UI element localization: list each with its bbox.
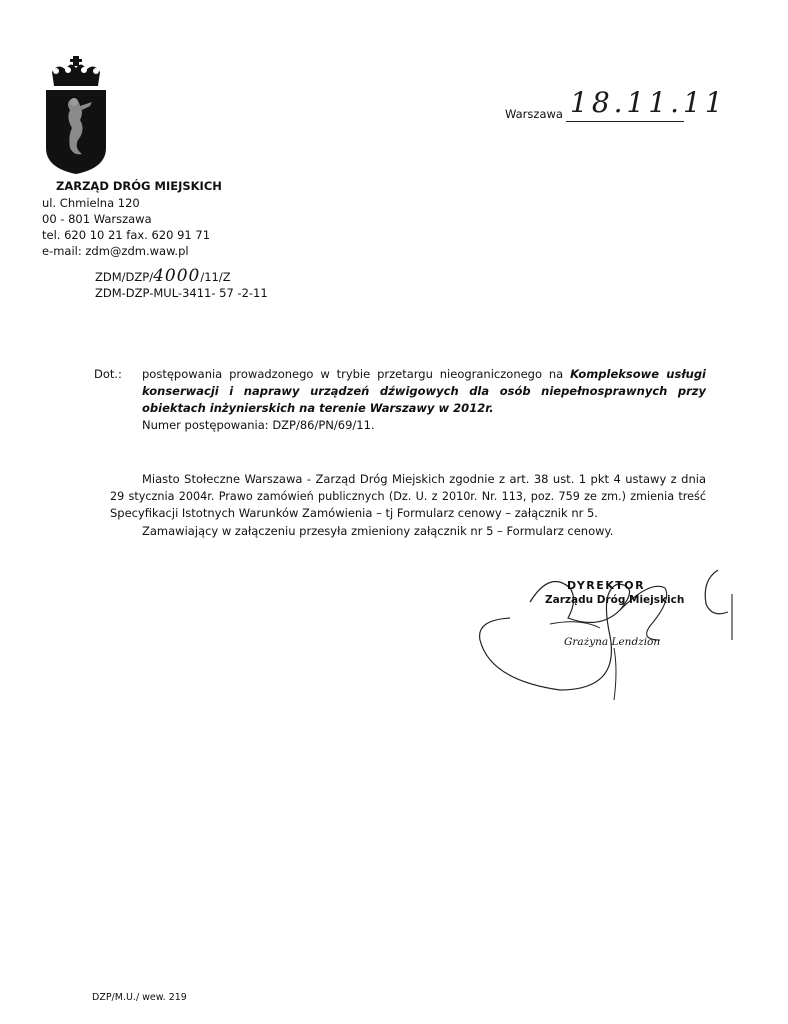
- sender-email: e-mail: zdm@zdm.waw.pl: [42, 244, 189, 258]
- reference-number-1: [95, 268, 231, 285]
- reference-prefix: ZDM/DZP/: [95, 270, 154, 284]
- signature-name: Grażyna Lendzion: [564, 636, 661, 648]
- sender-street: ul. Chmielna 120: [42, 196, 140, 210]
- place-label: Warszawa: [505, 107, 563, 121]
- coat-of-arms-logo: [40, 56, 112, 176]
- subject-line-1: [142, 366, 706, 383]
- subject-intro: postępowania prowadzonego w trybie przetargu nieograniczonego na: [142, 367, 564, 381]
- subject-title-2: konserwacji i naprawy urządzeń dźwigowych dla osób niepełnosprawnych przy: [142, 384, 706, 398]
- subject-label: Dot.:: [94, 367, 122, 381]
- body-block-2: [110, 488, 706, 522]
- reference-handwritten-number: 4000: [153, 266, 201, 286]
- body-line-2: 29 stycznia 2004r. Prawo zamówień publicznych (Dz. U. z 2010r. Nr. 113, poz. 759 ze zm.) zmienia treść: [110, 490, 706, 503]
- body-line-3: Specyfikacji Istotnych Warunków Zamówienia – tj Formularz cenowy – załącznik nr 5.: [110, 506, 598, 520]
- body-paragraph-2: Zamawiający w załączeniu przesyła zmieniony załącznik nr 5 – Formularz cenowy.: [142, 524, 614, 538]
- handwritten-date: 18.11.11: [570, 86, 727, 119]
- signature-scribble: [450, 540, 750, 710]
- date-underline: [566, 121, 684, 122]
- reference-suffix: /11/Z: [200, 270, 231, 284]
- signature-title: DYREKTOR: [567, 579, 646, 592]
- body-line-1: Miasto Stołeczne Warszawa - Zarząd Dróg Miejskich zgodnie z art. 38 ust. 1 pkt 4 ustawy z dnia: [142, 472, 706, 486]
- sender-phone: tel. 620 10 21 fax. 620 91 71: [42, 228, 211, 242]
- subject-block: [142, 366, 706, 434]
- signature-strokes-icon: [450, 540, 750, 710]
- footer-code: DZP/M.U./ wew. 219: [92, 992, 187, 1003]
- procedure-number: Numer postępowania: DZP/86/PN/69/11.: [142, 418, 375, 432]
- sender-city: 00 - 801 Warszawa: [42, 212, 152, 226]
- signature-organization: Zarządu Dróg Miejskich: [545, 594, 685, 606]
- sender-name: ZARZĄD DRÓG MIEJSKICH: [56, 179, 222, 193]
- crest-icon: [40, 56, 112, 176]
- subject-title-1: Kompleksowe usługi: [570, 367, 706, 381]
- reference-number-2: ZDM-DZP-MUL-3411- 57 -2-11: [95, 286, 268, 300]
- body-block: [142, 471, 706, 488]
- subject-title-3: obiektach inżynierskich na terenie Warszawy w 2012r.: [142, 401, 494, 415]
